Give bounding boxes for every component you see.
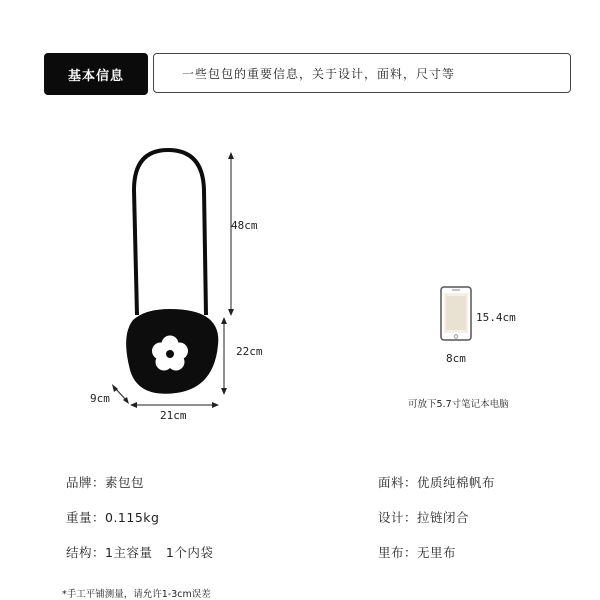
- spec-lining: 里布：无里布: [378, 545, 457, 560]
- phone-height-label: 15.4cm: [476, 311, 516, 324]
- height-dimension-line: [221, 317, 227, 395]
- spec-weight: 重量：0.115kg: [66, 510, 160, 525]
- strap-dimension-line: [228, 152, 234, 316]
- fits-note: 可放下5.7寸笔记本电脑: [408, 399, 509, 410]
- section-description: 一些包包的重要信息，关于设计，面料，尺寸等: [182, 66, 456, 81]
- spec-structure: 结构：1主容量 1个内袋: [66, 545, 214, 560]
- phone-width-label: 8cm: [446, 352, 466, 365]
- spec-design: 设计：拉链闭合: [378, 510, 470, 525]
- section-tab-label: 基本信息: [67, 68, 124, 84]
- measurement-footnote: *手工平铺测量，请允许1-3cm误差: [62, 589, 211, 600]
- bag-strap: [134, 150, 206, 315]
- bag-width-label: 21cm: [160, 409, 187, 422]
- bag-depth-label: 9cm: [90, 392, 110, 405]
- strap-drop-label: 48cm: [231, 219, 258, 232]
- spec-brand: 品牌：素包包: [66, 475, 145, 490]
- spec-fabric: 面料：优质纯棉帆布: [378, 475, 496, 490]
- depth-dimension-line: [112, 384, 129, 404]
- phone-icon: [441, 287, 471, 340]
- width-dimension-line: [130, 402, 219, 408]
- bag-height-label: 22cm: [236, 345, 263, 358]
